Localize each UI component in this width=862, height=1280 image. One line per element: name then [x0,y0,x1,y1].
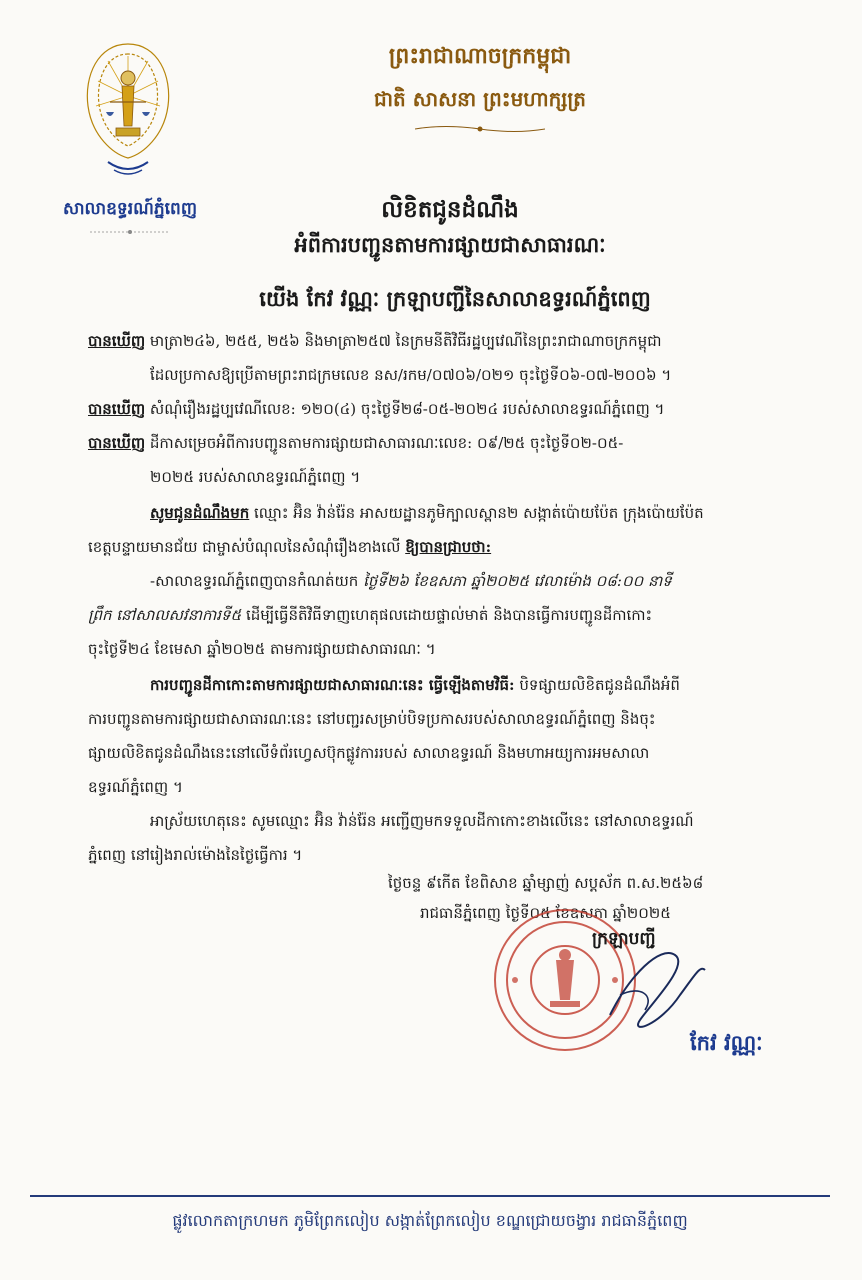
signer-title: ក្រឡាបញ្ជី [592,929,656,949]
hearing-date: ថ្ងៃទី២៦ ខែឧសភា ឆ្នាំ២០២៥ វេលាម៉ោង ០៨:០០ នាទី [363,572,672,590]
paragraph-text: ខេត្តបន្ទាយមានជ័យ ជាម្ចាស់បំណុលនៃសំណុំរឿងខាងលើ [88,538,406,556]
lunar-date: ថ្ងៃចន្ទ ៩កើត ខែពិសាខ ឆ្នាំម្សាញ់ សប្តស័ក ព.ស.២៥៦៨ [388,874,704,892]
paragraph-text: មាត្រា២៤៦, ២៥៥, ២៥៦ និងមាត្រា២៥៧ នៃក្រមនីតិវិធីរដ្ឋប្បវេណីនៃព្រះរាជាណាចក្រកម្ពុជា [145,332,662,350]
paragraph-4 [150,502,704,524]
paragraph-2 [88,398,664,420]
paragraph-1-continued: ដែលប្រកាសឱ្យប្រើតាមព្រះរាជក្រមលេខ នស/រកម/០៧០៦/០២១ ចុះថ្ងៃទី០៦-០៧-២០០៦ ។ [150,366,672,384]
paragraph-text: សំណុំរឿងរដ្ឋប្បវេណីលេខ: ១២០(៤) ចុះថ្ងៃទី២៨-០៥-២០២៤ របស់សាលាឧទ្ធរណ៍ភ្នំពេញ ។ [145,400,665,418]
paragraph-label: ការបញ្ជូនដីកាកោះតាមការផ្សាយជាសាធារណៈនេះ ធ្វើឡើងតាមវិធី: [150,676,515,694]
hearing-room: ព្រឹក នៅសាលសវនាការទី៥ [88,606,242,624]
court-name: សាលាឧទ្ធរណ៍ភ្នំពេញ [62,199,198,219]
paragraph-text: -សាលាឧទ្ធរណ៍ភ្នំពេញបានកំណត់យក [150,572,364,590]
paragraph-1 [88,330,661,352]
paragraph-7-line-2: ភ្នំពេញ នៅរៀងរាល់ម៉ោងនៃថ្ងៃធ្វើការ ។ [88,846,303,864]
issuer-heading: យើង កែវ វណ្ណៈ ក្រឡាបញ្ជីនៃសាលាឧទ្ធរណ៍ភ្នំពេញ [259,286,651,311]
paragraph-3 [88,432,623,454]
document-title: លិខិតជូនដំណឹង [381,196,519,223]
paragraph-5-line-2 [88,604,652,626]
signer-name: កែវ វណ្ណៈ [690,1030,763,1055]
paragraph-text: ដើម្បីធ្វើនីតិវិធីទាញហេតុផលដោយផ្ទាល់មាត់ និងបានធ្វើការបញ្ជូនដីកាកោះ [241,606,653,624]
paragraph-text: បិទផ្សាយលិខិតជូនដំណឹងអំពី [514,676,680,694]
paragraph-4-continued [88,536,491,558]
paragraph-6 [150,674,680,696]
paragraph-6-line-4: ឧទ្ធរណ៍ភ្នំពេញ ។ [88,778,183,796]
paragraph-label: បានឃើញ [88,400,146,418]
paragraph-6-line-3: ផ្សាយលិខិតជូនដំណឹងនេះនៅលើទំព័រហ្វេសប៊ុកផ្លូវការរបស់ សាលាឧទ្ធរណ៍ និងមហាអយ្យការអមសាលា [88,744,650,762]
notice-label: សូមជូនដំណឹងមក [150,504,250,522]
solar-date: រាជធានីភ្នំពេញ ថ្ងៃទី០៥ ខែឧសភា ឆ្នាំ២០២៥ [420,904,671,922]
kingdom-heading: ព្រះរាជាណាចក្រកម្ពុជា [388,43,572,69]
paragraph-3-continued: ២០២៥ របស់សាលាឧទ្ធរណ៍ភ្នំពេញ ។ [150,468,361,486]
paragraph-text: ឈ្មោះ អ៊ិន វ៉ាន់រ៉ែន អាសយដ្ឋានភូមិក្បាលស្ពាន២ សង្កាត់ប៉ោយប៉ែត ក្រុងប៉ោយប៉ែត [249,504,704,522]
paragraph-label: បានឃើញ [88,434,146,452]
document-subtitle: អំពីការបញ្ជូនតាមការផ្សាយជាសាធារណៈ [294,232,606,257]
national-motto: ជាតិ សាសនា ព្រះមហាក្សត្រ [374,87,586,111]
emphasis-text: ឱ្យបានជ្រាបថា: [405,538,492,556]
motto-ornament-icon [415,124,545,134]
court-emblem-icon [78,36,178,186]
paragraph-5-line-3: ចុះថ្ងៃទី២៤ ខែមេសា ឆ្នាំ២០២៥ តាមការផ្សាយជាសាធារណៈ ។ [88,640,436,658]
paragraph-label: បានឃើញ [88,332,146,350]
paragraph-6-line-2: ការបញ្ជូនតាមការផ្សាយជាសាធារណៈនេះ នៅបញ្ជរសម្រាប់បិទប្រកាសរបស់សាលាឧទ្ធរណ៍ភ្នំពេញ និងចុះ [88,710,656,728]
ornament-divider-icon [90,228,170,236]
paragraph-7: អាស្រ័យហេតុនេះ សូមឈ្មោះ អ៊ិន វ៉ាន់រ៉ែន អញ្ជើញមកទទួលដីកាកោះខាងលើនេះ នៅសាលាឧទ្ធរណ៍ [150,812,694,830]
footer-divider [30,1195,830,1197]
paragraph-text: ដីកាសម្រេចអំពីការបញ្ជូនតាមការផ្សាយជាសាធារណៈលេខ: ០៩/២៥ ចុះថ្ងៃទី០២-០៥- [145,434,624,452]
paragraph-5 [150,570,672,592]
footer-address: ផ្លូវលោកតាក្រហមក ភូមិព្រែកលៀប សង្កាត់ព្រែកលៀប ខណ្ឌជ្រោយចង្វារ រាជធានីភ្នំពេញ [172,1211,688,1230]
